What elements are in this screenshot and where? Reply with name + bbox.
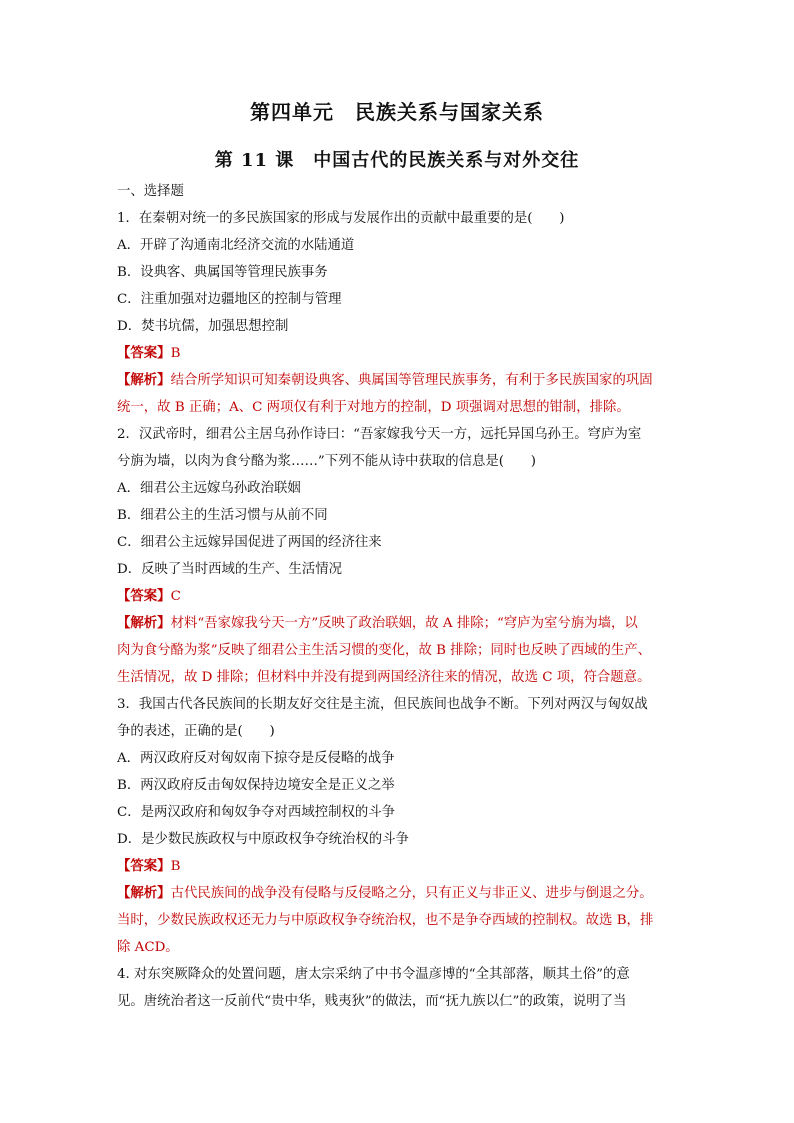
question-2-option-a: A．细君公主远嫁乌孙政治联姻	[117, 481, 301, 496]
question-1-stem: 1．在秦朝对统一的多民族国家的形成与发展作出的贡献中最重要的是( )	[117, 211, 565, 226]
analysis-text: 结合所学知识可知秦朝设典客、典属国等管理民族事务，有利于多民族国家的巩固	[170, 373, 653, 388]
question-1-option-d: D．焚书坑儒，加强思想控制	[117, 319, 289, 334]
lesson-title: 第 11 课 中国古代的民族关系与对外交往	[214, 150, 580, 171]
analysis-label: 【解析】	[117, 885, 171, 901]
question-3-analysis-line	[117, 880, 677, 907]
question-1-option-a: A．开辟了沟通南北经济交流的水陆通道	[117, 238, 355, 253]
section-title: 一、选择题	[117, 184, 184, 199]
question-3-option-d: D．是少数民族政权与中原政权争夺统治权的斗争	[117, 832, 409, 847]
analysis-label: 【解析】	[117, 615, 171, 631]
question-1-option-c: C．注重加强对边疆地区的控制与管理	[117, 292, 342, 307]
answer-value: B	[170, 859, 181, 874]
question-1-analysis-line	[117, 367, 677, 394]
question-3-analysis-line: 除 ACD。	[117, 940, 179, 955]
question-4-stem: 4. 对东突厥降众的处置问题，唐太宗采纳了中书令温彦博的“全其部落，顺其土俗”的意	[117, 967, 630, 982]
answer-value: B	[170, 346, 181, 361]
answer-label: 【答案】	[117, 345, 171, 361]
question-2-analysis-line: 肉为食兮酪为浆”反映了细君公主生活习惯的变化，故 B 排除；同时也反映了西域的生产、	[117, 643, 652, 658]
question-2-answer	[117, 583, 677, 610]
question-2-option-d: D．反映了当时西域的生产、生活情况	[117, 562, 342, 577]
question-3-option-c: C．是两汉政府和匈奴争夺对西域控制权的斗争	[117, 805, 396, 820]
question-3-stem: 3．我国古代各民族间的长期友好交往是主流，但民族间也战争不断。下列对两汉与匈奴战	[117, 697, 648, 712]
question-1-option-b: B．设典客、典属国等管理民族事务	[117, 265, 328, 280]
question-3-option-b: B．两汉政府反击匈奴保持边境安全是正义之举	[117, 778, 395, 793]
question-3-option-a: A．两汉政府反对匈奴南下掠夺是反侵略的战争	[117, 751, 395, 766]
question-4-stem: 见。唐统治者这一反前代“贵中华，贱夷狄”的做法，而“抚九族以仁”的政策，说明了当	[117, 994, 627, 1009]
analysis-text: 材料“吾家嫁我兮天一方”反映了政治联姻，故 A 排除；“穹庐为室兮旃为墙，以	[170, 616, 638, 631]
answer-value: C	[170, 589, 181, 604]
question-2-analysis-line	[117, 610, 677, 637]
question-2-stem: 2．汉武帝时，细君公主居乌孙作诗曰：“吾家嫁我兮天一方，远托异国乌孙王。穹庐为室	[117, 427, 642, 442]
analysis-text: 古代民族间的战争没有侵略与反侵略之分，只有正义与非正义、进步与倒退之分。	[170, 886, 653, 901]
question-2-option-b: B．细君公主的生活习惯与从前不同	[117, 508, 328, 523]
question-2-option-c: C．细君公主远嫁异国促进了两国的经济往来	[117, 535, 382, 550]
question-1-answer	[117, 340, 677, 367]
question-1-analysis-line: 统一，故 B 正确；A、C 两项仅有利于对地方的控制，D 项强调对思想的钳制，排除。	[117, 400, 630, 415]
question-2-analysis-line: 生活情况，故 D 排除；但材料中并没有提到两国经济往来的情况，故选 C 项，符合题意。	[117, 670, 651, 685]
question-3-stem: 争的表述，正确的是( )	[117, 724, 275, 739]
answer-label: 【答案】	[117, 858, 171, 874]
question-2-stem: 兮旃为墙，以肉为食兮酪为浆……”下列不能从诗中获取的信息是( )	[117, 454, 537, 469]
analysis-label: 【解析】	[117, 372, 171, 388]
unit-title: 第四单元 民族关系与国家关系	[250, 100, 544, 124]
question-3-analysis-line: 当时，少数民族政权还无力与中原政权争夺统治权，也不是争夺西域的控制权。故选 B，排	[117, 913, 654, 928]
question-list	[117, 178, 677, 1015]
question-3-answer	[117, 853, 677, 880]
answer-label: 【答案】	[117, 588, 171, 604]
